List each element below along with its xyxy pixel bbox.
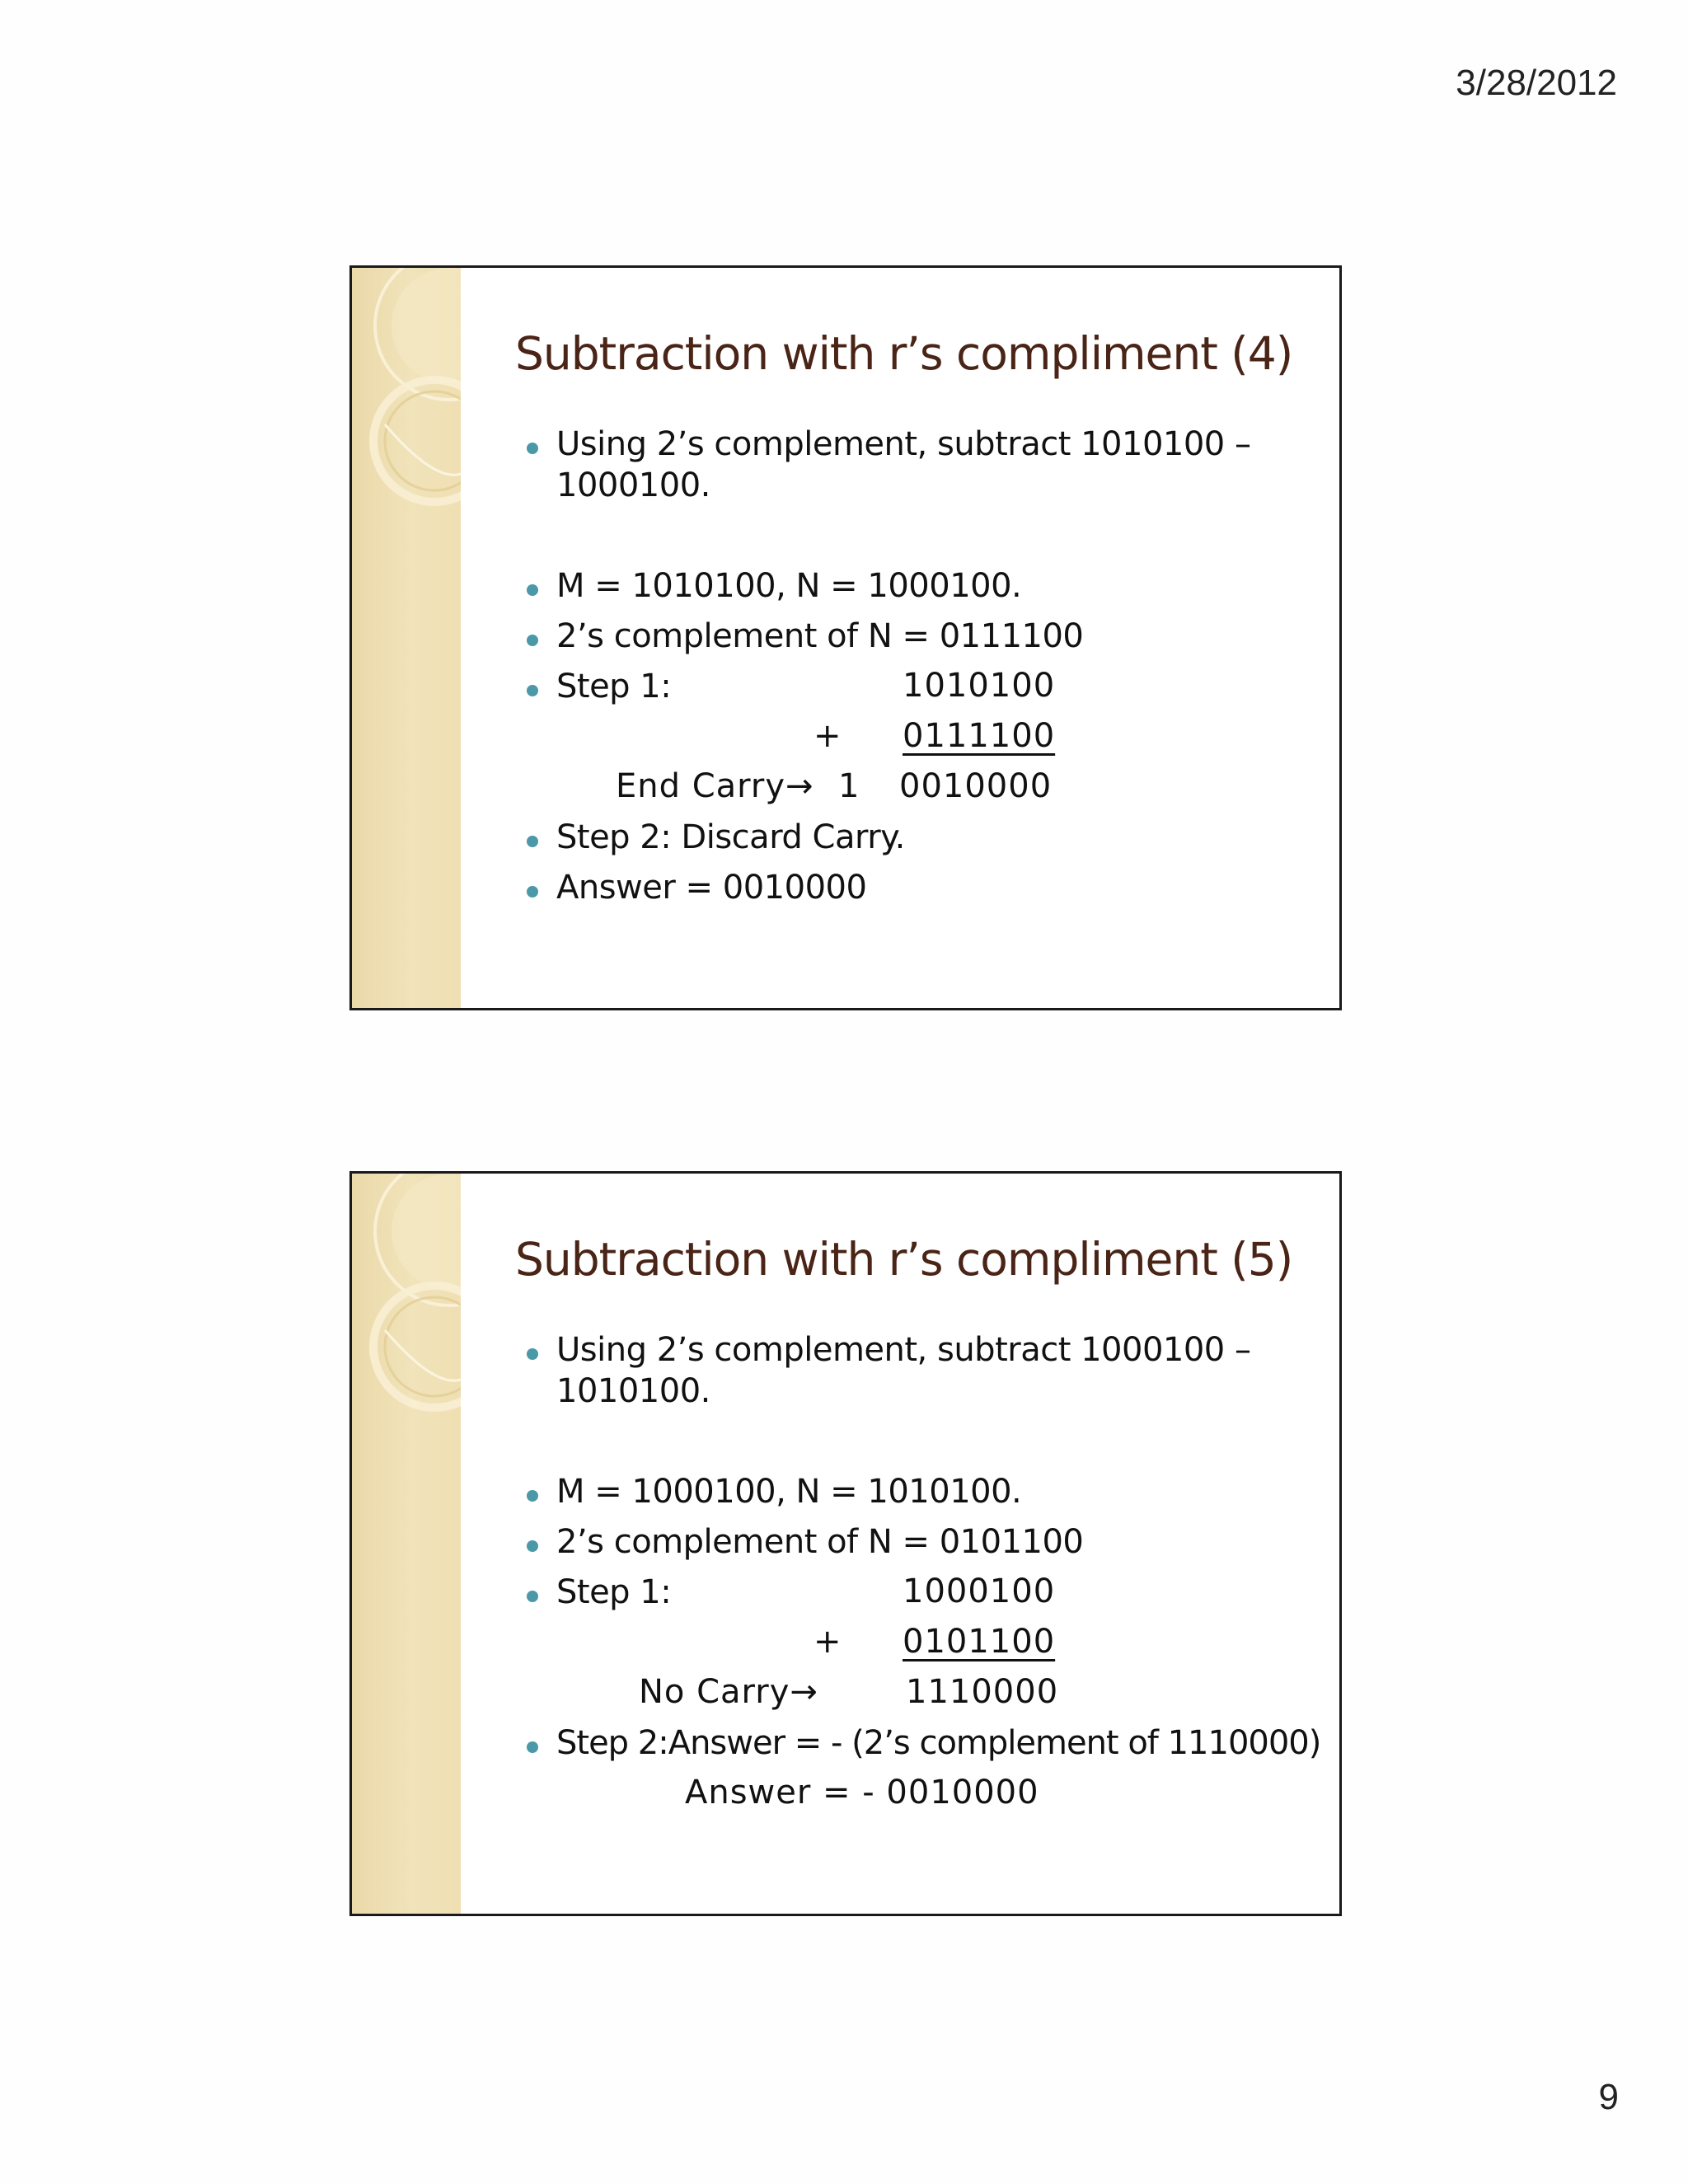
mn-values: M = 1000100, N = 1010100. — [556, 1473, 1022, 1511]
bullet-icon — [527, 886, 538, 898]
decorative-rings-icon — [352, 268, 461, 1008]
bullet-icon — [527, 584, 538, 596]
intro-line-continued: 1000100. — [556, 466, 710, 504]
no-carry-label: No Carry→ — [639, 1673, 818, 1711]
bullet-icon — [527, 685, 538, 696]
step1-label: Step 1: — [556, 1573, 672, 1611]
plus-sign: + — [814, 1623, 842, 1661]
slide-subtraction-5 — [349, 1171, 1342, 1916]
bullet-icon — [527, 635, 538, 646]
step1-result: 0010000 — [899, 767, 1053, 805]
slide-title: Subtraction with r’s compliment (4) — [515, 327, 1293, 380]
intro-line: Using 2’s complement, subtract 1010100 – — [556, 425, 1251, 463]
slide-side-band — [352, 1174, 461, 1914]
answer-line: Answer = 0010000 — [556, 869, 867, 907]
decorative-rings-icon — [352, 1174, 461, 1914]
intro-line-continued: 1010100. — [556, 1372, 710, 1410]
step1-minuend: 1000100 — [903, 1572, 1056, 1610]
slide-subtraction-4 — [349, 265, 1342, 1010]
intro-line: Using 2’s complement, subtract 1000100 – — [556, 1331, 1251, 1369]
bullet-icon — [527, 1741, 538, 1753]
slide-title: Subtraction with r’s compliment (5) — [515, 1233, 1293, 1286]
slide-side-band — [352, 268, 461, 1008]
mn-values: M = 1010100, N = 1000100. — [556, 567, 1022, 605]
bullet-icon — [527, 1591, 538, 1602]
page-date: 3/28/2012 — [1456, 63, 1617, 103]
plus-sign: + — [814, 717, 842, 755]
bullet-icon — [527, 443, 538, 454]
step1-result: 1110000 — [906, 1673, 1059, 1711]
complement-line: 2’s complement of N = 0111100 — [556, 617, 1084, 655]
step2-line: Step 2:Answer = - (2’s complement of 1110000) — [556, 1724, 1321, 1762]
step1-addend: 0101100 — [903, 1623, 1056, 1661]
complement-line: 2’s complement of N = 0101100 — [556, 1523, 1084, 1561]
step1-minuend: 1010100 — [903, 667, 1056, 705]
step1-addend: 0111100 — [903, 717, 1056, 755]
step1-label: Step 1: — [556, 668, 672, 705]
page-number: 9 — [1598, 2077, 1619, 2117]
bullet-icon — [527, 836, 538, 847]
bullet-icon — [527, 1540, 538, 1552]
answer-line: Answer = - 0010000 — [685, 1774, 1039, 1811]
step2-line: Step 2: Discard Carry. — [556, 818, 905, 856]
carry-digit: 1 — [838, 767, 860, 805]
end-carry-label: End Carry→ — [616, 767, 814, 805]
bullet-icon — [527, 1490, 538, 1502]
bullet-icon — [527, 1348, 538, 1360]
